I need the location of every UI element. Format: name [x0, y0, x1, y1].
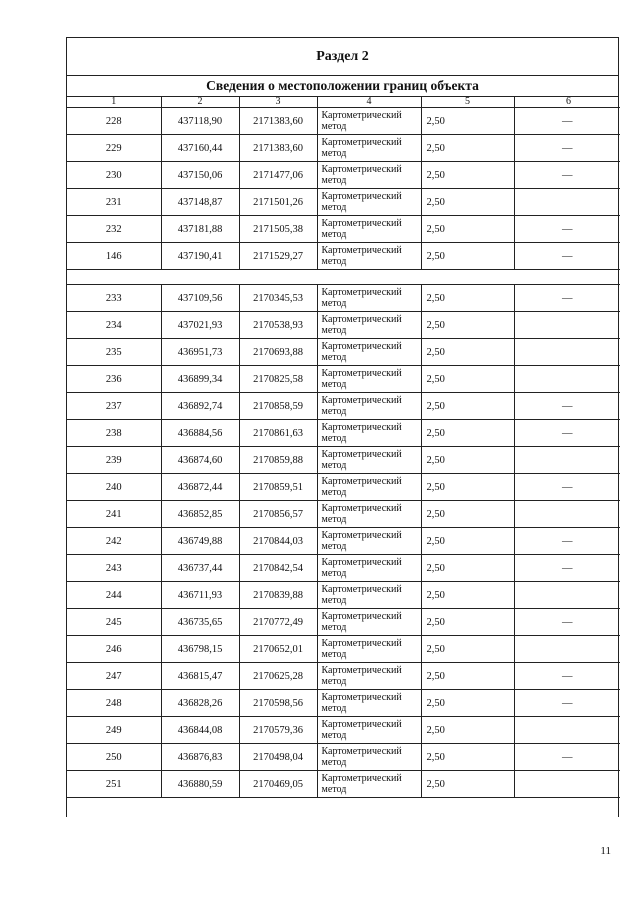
cell-acc: 2,50 [421, 609, 514, 636]
cell-y: 2170579,36 [239, 717, 317, 744]
cell-x: 437118,90 [161, 108, 239, 135]
cell-acc: 2,50 [421, 108, 514, 135]
table-row [67, 528, 620, 555]
cell-n: 251 [67, 771, 161, 798]
cell-n: 249 [67, 717, 161, 744]
cell-n: 244 [67, 582, 161, 609]
table-row [67, 393, 620, 420]
cell-n: 229 [67, 135, 161, 162]
cell-desc: — [514, 420, 620, 447]
cell-y: 2170498,04 [239, 744, 317, 771]
cell-method: Картометрический метод [317, 582, 421, 609]
cell-desc: — [514, 243, 620, 270]
cell-method: Картометрический метод [317, 339, 421, 366]
cell-method: Картометрический метод [317, 393, 421, 420]
cell-x: 436735,65 [161, 609, 239, 636]
cell-acc: 2,50 [421, 162, 514, 189]
cell-y: 2170693,88 [239, 339, 317, 366]
cell-y: 2170839,88 [239, 582, 317, 609]
cell-acc: 2,50 [421, 393, 514, 420]
cell-desc: — [514, 528, 620, 555]
cell-x: 436749,88 [161, 528, 239, 555]
cell-acc: 2,50 [421, 744, 514, 771]
table-row [67, 717, 620, 744]
cell-desc [514, 447, 620, 474]
table-row [67, 690, 620, 717]
cell-n: 146 [67, 243, 161, 270]
table-row [67, 474, 620, 501]
cell-acc: 2,50 [421, 690, 514, 717]
cell-acc: 2,50 [421, 555, 514, 582]
cell-acc: 2,50 [421, 663, 514, 690]
cell-method: Картометрический метод [317, 609, 421, 636]
cell-y: 2171505,38 [239, 216, 317, 243]
table-row [67, 243, 620, 270]
cell-desc: — [514, 555, 620, 582]
cell-method: Картометрический метод [317, 108, 421, 135]
cell-n: 242 [67, 528, 161, 555]
table-row [67, 663, 620, 690]
table-title: Сведения о местоположении границ объекта [67, 76, 618, 97]
cell-x: 437181,88 [161, 216, 239, 243]
table-row [67, 216, 620, 243]
cell-desc: — [514, 285, 620, 312]
cell-n: 250 [67, 744, 161, 771]
cell-acc: 2,50 [421, 447, 514, 474]
table-row [67, 189, 620, 216]
cell-acc: 2,50 [421, 717, 514, 744]
table-row [67, 636, 620, 663]
cell-acc: 2,50 [421, 339, 514, 366]
cell-acc: 2,50 [421, 420, 514, 447]
cell-n: 246 [67, 636, 161, 663]
document-frame [66, 37, 619, 817]
cell-y: 2170844,03 [239, 528, 317, 555]
cell-n: 243 [67, 555, 161, 582]
cell-x: 436711,93 [161, 582, 239, 609]
cell-method: Картометрический метод [317, 474, 421, 501]
cell-x: 437150,06 [161, 162, 239, 189]
cell-x: 436852,85 [161, 501, 239, 528]
table-row [67, 447, 620, 474]
cell-y: 2170858,59 [239, 393, 317, 420]
cell-y: 2170598,56 [239, 690, 317, 717]
table-row [67, 501, 620, 528]
coordinates-table [67, 97, 620, 798]
cell-x: 436951,73 [161, 339, 239, 366]
table-row [67, 366, 620, 393]
cell-method: Картометрический метод [317, 366, 421, 393]
cell-desc: — [514, 393, 620, 420]
cell-desc [514, 339, 620, 366]
cell-acc: 2,50 [421, 771, 514, 798]
cell-acc: 2,50 [421, 189, 514, 216]
cell-n: 236 [67, 366, 161, 393]
cell-y: 2171529,27 [239, 243, 317, 270]
cell-n: 247 [67, 663, 161, 690]
cell-n: 234 [67, 312, 161, 339]
cell-method: Картометрический метод [317, 243, 421, 270]
cell-x: 436815,47 [161, 663, 239, 690]
cell-desc: — [514, 744, 620, 771]
cell-method: Картометрический метод [317, 312, 421, 339]
cell-y: 2170772,49 [239, 609, 317, 636]
column-header-row [67, 97, 620, 108]
separator-cell [67, 270, 620, 285]
cell-method: Картометрический метод [317, 447, 421, 474]
column-header: 5 [421, 97, 514, 108]
table-row [67, 420, 620, 447]
cell-desc [514, 501, 620, 528]
table-row [67, 771, 620, 798]
cell-desc [514, 717, 620, 744]
cell-y: 2170825,58 [239, 366, 317, 393]
cell-n: 233 [67, 285, 161, 312]
cell-n: 237 [67, 393, 161, 420]
cell-acc: 2,50 [421, 135, 514, 162]
cell-method: Картометрический метод [317, 663, 421, 690]
cell-acc: 2,50 [421, 243, 514, 270]
cell-n: 230 [67, 162, 161, 189]
cell-acc: 2,50 [421, 474, 514, 501]
cell-method: Картометрический метод [317, 501, 421, 528]
table-row [67, 555, 620, 582]
cell-x: 437109,56 [161, 285, 239, 312]
cell-method: Картометрический метод [317, 636, 421, 663]
cell-method: Картометрический метод [317, 135, 421, 162]
cell-n: 235 [67, 339, 161, 366]
cell-acc: 2,50 [421, 312, 514, 339]
table-row [67, 285, 620, 312]
cell-y: 2170859,88 [239, 447, 317, 474]
cell-method: Картометрический метод [317, 744, 421, 771]
cell-acc: 2,50 [421, 501, 514, 528]
cell-y: 2170652,01 [239, 636, 317, 663]
table-row [67, 108, 620, 135]
table-row [67, 609, 620, 636]
column-header: 4 [317, 97, 421, 108]
table-row [67, 339, 620, 366]
cell-y: 2171477,06 [239, 162, 317, 189]
cell-y: 2170538,93 [239, 312, 317, 339]
cell-x: 436737,44 [161, 555, 239, 582]
cell-desc [514, 189, 620, 216]
cell-desc: — [514, 609, 620, 636]
cell-desc: — [514, 690, 620, 717]
cell-acc: 2,50 [421, 528, 514, 555]
cell-desc [514, 312, 620, 339]
cell-method: Картометрический метод [317, 555, 421, 582]
cell-n: 245 [67, 609, 161, 636]
cell-method: Картометрический метод [317, 528, 421, 555]
cell-x: 436798,15 [161, 636, 239, 663]
cell-desc [514, 366, 620, 393]
cell-x: 436884,56 [161, 420, 239, 447]
cell-x: 436880,59 [161, 771, 239, 798]
cell-n: 228 [67, 108, 161, 135]
cell-x: 436876,83 [161, 744, 239, 771]
cell-method: Картометрический метод [317, 420, 421, 447]
cell-n: 231 [67, 189, 161, 216]
cell-acc: 2,50 [421, 285, 514, 312]
cell-x: 436872,44 [161, 474, 239, 501]
separator-row [67, 270, 620, 285]
cell-n: 240 [67, 474, 161, 501]
table-row [67, 162, 620, 189]
cell-acc: 2,50 [421, 216, 514, 243]
table-row [67, 582, 620, 609]
cell-x: 436892,74 [161, 393, 239, 420]
cell-acc: 2,50 [421, 582, 514, 609]
cell-desc: — [514, 216, 620, 243]
cell-y: 2170861,63 [239, 420, 317, 447]
cell-x: 436874,60 [161, 447, 239, 474]
cell-y: 2170859,51 [239, 474, 317, 501]
cell-x: 437160,44 [161, 135, 239, 162]
cell-desc: — [514, 663, 620, 690]
section-title: Раздел 2 [67, 38, 618, 76]
cell-n: 239 [67, 447, 161, 474]
cell-desc [514, 771, 620, 798]
cell-y: 2170856,57 [239, 501, 317, 528]
column-header: 2 [161, 97, 239, 108]
cell-acc: 2,50 [421, 366, 514, 393]
cell-y: 2171383,60 [239, 108, 317, 135]
cell-x: 436899,34 [161, 366, 239, 393]
cell-method: Картометрический метод [317, 771, 421, 798]
cell-y: 2171501,26 [239, 189, 317, 216]
cell-y: 2170625,28 [239, 663, 317, 690]
cell-n: 248 [67, 690, 161, 717]
cell-desc: — [514, 474, 620, 501]
cell-x: 437190,41 [161, 243, 239, 270]
cell-desc [514, 636, 620, 663]
column-header: 1 [67, 97, 161, 108]
cell-x: 437021,93 [161, 312, 239, 339]
cell-x: 436828,26 [161, 690, 239, 717]
cell-desc [514, 582, 620, 609]
cell-method: Картометрический метод [317, 285, 421, 312]
page-number: 11 [600, 845, 611, 857]
cell-method: Картометрический метод [317, 189, 421, 216]
cell-y: 2171383,60 [239, 135, 317, 162]
cell-desc: — [514, 162, 620, 189]
cell-n: 238 [67, 420, 161, 447]
cell-desc: — [514, 135, 620, 162]
cell-y: 2170469,05 [239, 771, 317, 798]
cell-n: 241 [67, 501, 161, 528]
cell-method: Картометрический метод [317, 690, 421, 717]
cell-y: 2170345,53 [239, 285, 317, 312]
cell-desc: — [514, 108, 620, 135]
cell-x: 436844,08 [161, 717, 239, 744]
cell-n: 232 [67, 216, 161, 243]
column-header: 3 [239, 97, 317, 108]
cell-method: Картометрический метод [317, 717, 421, 744]
cell-acc: 2,50 [421, 636, 514, 663]
cell-y: 2170842,54 [239, 555, 317, 582]
cell-method: Картометрический метод [317, 162, 421, 189]
column-header: 6 [514, 97, 620, 108]
table-row [67, 312, 620, 339]
cell-x: 437148,87 [161, 189, 239, 216]
table-row [67, 135, 620, 162]
cell-method: Картометрический метод [317, 216, 421, 243]
table-row [67, 744, 620, 771]
